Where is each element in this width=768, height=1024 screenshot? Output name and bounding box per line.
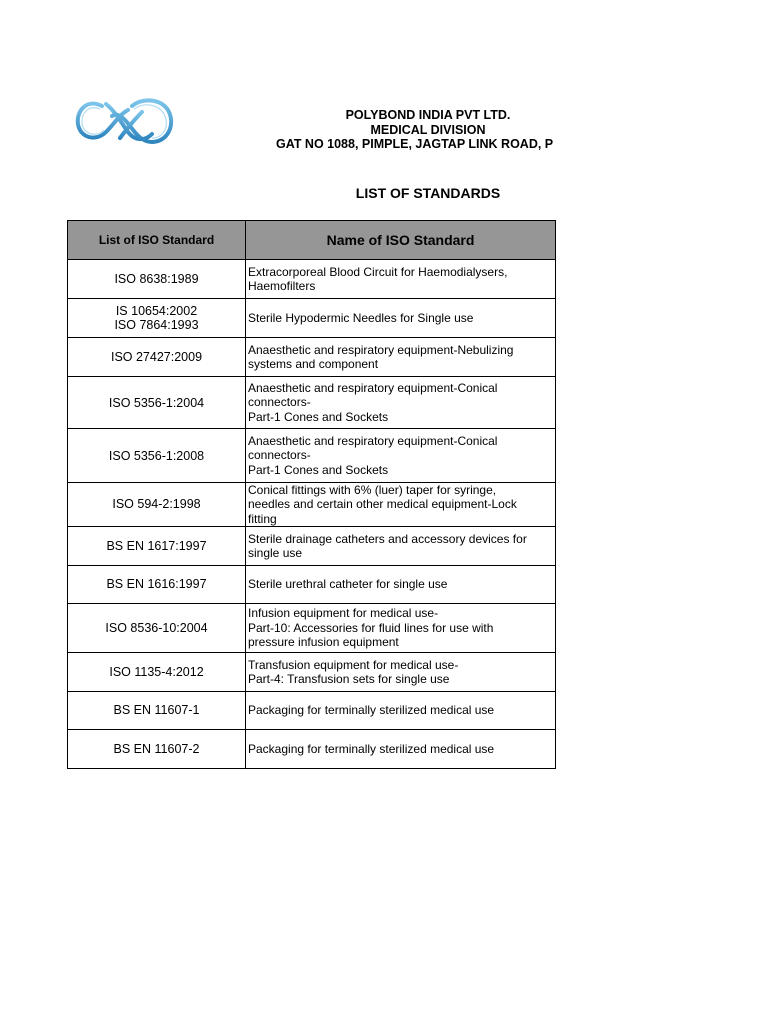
iso-standard-code: ISO 5356-1:2008 — [68, 429, 246, 483]
iso-standard-code: BS EN 11607-1 — [68, 691, 246, 729]
table-row — [68, 338, 556, 377]
iso-standard-code: ISO 27427:2009 — [68, 338, 246, 377]
company-address: GAT NO 1088, PIMPLE, JAGTAP LINK ROAD, P — [276, 137, 554, 151]
table-row — [68, 652, 556, 691]
standards-table — [67, 220, 556, 769]
table-row — [68, 483, 556, 527]
iso-standard-name: Anaesthetic and respiratory equipment-Nebulizing systems and component — [246, 338, 556, 377]
iso-standard-code: BS EN 1617:1997 — [68, 526, 246, 565]
iso-standard-code: IS 10654:2002 ISO 7864:1993 — [68, 299, 246, 338]
iso-standard-name: Sterile Hypodermic Needles for Single use — [246, 299, 556, 338]
page-title: LIST OF STANDARDS — [355, 185, 501, 201]
division-name: MEDICAL DIVISION — [370, 123, 486, 137]
table-row — [68, 729, 556, 768]
table-row — [68, 603, 556, 652]
table-row — [68, 429, 556, 483]
iso-standard-code: ISO 1135-4:2012 — [68, 652, 246, 691]
iso-standard-name: Extracorporeal Blood Circuit for Haemodialysers, Haemofilters — [246, 260, 556, 299]
table-row — [68, 691, 556, 729]
iso-standard-code: ISO 5356-1:2004 — [68, 377, 246, 429]
iso-standard-name: Packaging for terminally sterilized medical use — [246, 729, 556, 768]
table-row — [68, 377, 556, 429]
iso-standard-name: Conical fittings with 6% (luer) taper for syringe, needles and certain other medical equipment-Lock fitting — [246, 483, 556, 527]
iso-standard-code: ISO 8638:1989 — [68, 260, 246, 299]
iso-standard-name: Infusion equipment for medical use- Part-10: Accessories for fluid lines for use with pressure infusion equipment — [246, 603, 556, 652]
iso-standard-name: Packaging for terminally sterilized medical use — [246, 691, 556, 729]
polybond-logo-icon — [72, 92, 178, 150]
iso-standard-name: Transfusion equipment for medical use- Part-4: Transfusion sets for single use — [246, 652, 556, 691]
iso-standard-code: BS EN 11607-2 — [68, 729, 246, 768]
table-row — [68, 526, 556, 565]
iso-standard-name: Anaesthetic and respiratory equipment-Conical connectors- Part-1 Cones and Sockets — [246, 429, 556, 483]
iso-standard-code: ISO 8536-10:2004 — [68, 603, 246, 652]
table-header-row — [68, 221, 556, 260]
iso-standard-name: Anaesthetic and respiratory equipment-Conical connectors- Part-1 Cones and Sockets — [246, 377, 556, 429]
iso-standard-code: BS EN 1616:1997 — [68, 565, 246, 603]
table-row — [68, 260, 556, 299]
column-header-standard-name: Name of ISO Standard — [246, 221, 556, 260]
table-row — [68, 299, 556, 338]
iso-standard-name: Sterile urethral catheter for single use — [246, 565, 556, 603]
company-name: POLYBOND INDIA PVT LTD. — [345, 108, 511, 122]
iso-standard-code: ISO 594-2:1998 — [68, 483, 246, 527]
column-header-iso-standard: List of ISO Standard — [68, 221, 246, 260]
table-row — [68, 565, 556, 603]
iso-standard-name: Sterile drainage catheters and accessory devices for single use — [246, 526, 556, 565]
